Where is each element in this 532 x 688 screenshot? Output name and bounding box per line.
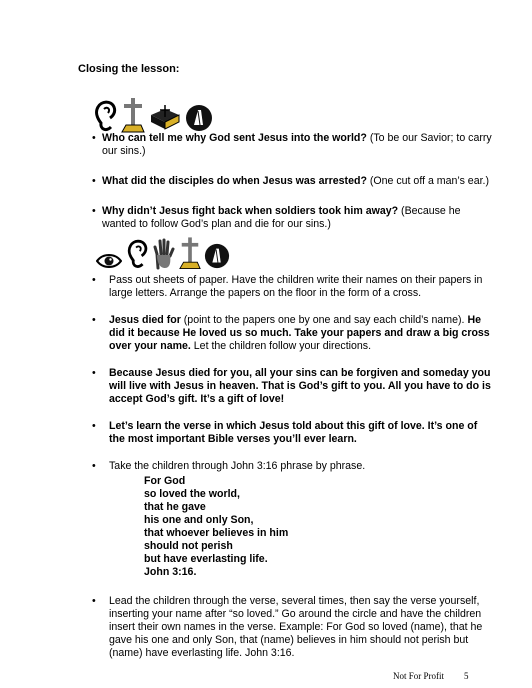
question-answer: (To be our Savior; to carry our sins.) [102,132,492,157]
verse-line: For God [144,475,186,487]
praying-hands-icon [185,103,213,133]
list-item: • Because Jesus died for you, all your sins can be forgiven and someday you will live with Jesus in heaven. That is God’s gift to you. All you have to do is accept God’s gift. It’s a gift of love! [92,367,491,405]
list-item: • Take the children through John 3:16 phrase by phrase. For God so loved the world, that he gave his one and only Son, that whoever believes in him should not perish but have everlasting life. John 3:16. [92,460,492,579]
instruction-bold: Jesus died for [109,314,181,326]
question-item: • What did the disciples do when Jesus was arrested? (One cut off a man’s ear.) [92,175,490,187]
verse-line: that he gave [144,501,206,513]
instruction-bold: Because Jesus died for you, all your sins can be forgiven and someday you will live with Jesus in heaven. That is God’s gift to you. All you have to do is accept God’s gift. It’s a gift of love! [109,367,491,405]
question-text: Who can tell me why God sent Jesus into the world? [102,132,367,144]
footer-text: Not For Profit [393,671,445,681]
cross-icon [179,236,201,270]
instruction-text: Take the children through John 3:16 phrase by phrase. [109,460,366,472]
verse-line: so loved the world, [144,488,240,500]
bible-icon [148,103,182,133]
verse-line: should not perish [144,540,233,552]
ear-icon [92,99,118,133]
question-answer: (Because he wanted to follow God’s plan and die for our sins.) [102,205,461,230]
ear-icon [125,238,149,270]
question-item: • Why didn’t Jesus fight back when soldiers took him away? (Because he wanted to follow God’s plan and die for our sins.) [92,205,461,230]
eye-icon [96,252,122,270]
hand-icon [152,238,176,270]
instruction-text: Let the children follow your directions. [190,340,372,352]
verse-line: that whoever believes in him [144,527,289,539]
verse-line: his one and only Son, [144,514,254,526]
bible-verse [144,475,492,579]
page-footer [393,671,469,681]
verse-reference: John 3:16. [144,566,197,578]
list-item: • Let’s learn the verse in which Jesus told about this gift of love. It’s one of the most important Bible verses you’ll ever learn. [92,420,492,446]
question-text: Why didn’t Jesus fight back when soldiers took him away? [102,205,399,217]
question-answer: (One cut off a man’s ear.) [366,175,490,187]
icon-row-2 [96,236,230,270]
section-heading: Closing the lesson: [78,63,180,75]
icon-row-1 [92,97,213,133]
instruction-text: Lead the children through the verse, several times, then say the verse yourself, inserting your name after “so loved.” Go around the circle and have the children insert their own names in the verse. Example: For God so loved (name), that he gave his one and only Son, that (name) believes in him should not perish but (name) have everlasting life. John 3:16. [109,595,483,659]
question-text: What did the disciples do when Jesus was arrested? [102,175,367,187]
instruction-text: (point to the papers one by one and say each child’s name). [180,314,468,326]
list-item: • Jesus died for (point to the papers one by one and say each child’s name). He did it because He loved us so much. Take your papers and draw a big cross over your name. Let the children follow your directions. [92,314,490,352]
page-number: 5 [464,671,469,681]
verse-line: but have everlasting life. [144,553,268,565]
instruction-text: Pass out sheets of paper. Have the children write their names on their papers in large letters. Arrange the papers on the floor in the form of a cross. [109,274,483,299]
question-item: • Who can tell me why God sent Jesus into the world? (To be our Savior; to carry our sins.) [92,132,492,157]
list-item: • Lead the children through the verse, several times, then say the verse yourself, inserting your name after “so loved.” Go around the circle and have the children insert their own names in the verse. Example: For God so loved (name), that he gave his one and only Son, that (name) believes in him should not perish but (name) have everlasting life. John 3:16. [92,595,492,660]
instruction-list [92,274,492,674]
cross-icon [121,97,145,133]
praying-hands-icon [204,242,230,270]
instruction-bold: He did it because He loved us so much. Take your papers and draw a big cross over your name. [109,314,490,352]
instruction-bold: Let’s learn the verse in which Jesus told about this gift of love. It’s one of the most important Bible verses you’ll ever learn. [109,420,478,445]
list-item: • Pass out sheets of paper. Have the children write their names on their papers in large letters. Arrange the papers on the floor in the form of a cross. [92,274,492,300]
question-list [92,132,492,248]
